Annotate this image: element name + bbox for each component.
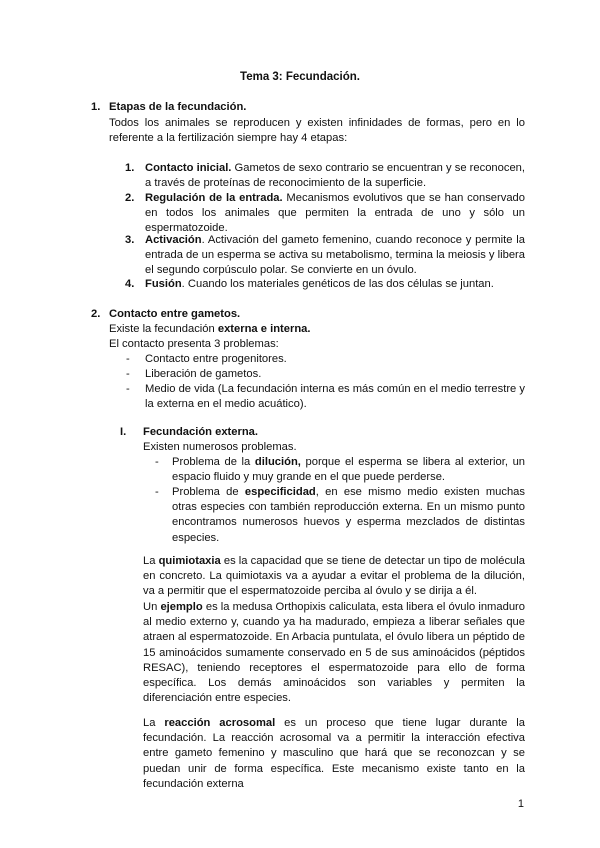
- problem-1: Contacto entre progenitores.: [145, 353, 287, 365]
- paragraph-ejemplo: Un ejemplo es la medusa Orthopixis caliculata, esta libera el óvulo inmaduro al medio externo y, cuando ya ha madurado, empieza a liberar señales que atraen al espermatozoide. En Arbacia puntulata, el óvulo libera un péptido de 15 aminoácidos sumamente conservado en 5 de sus aminoácidos (péptidos RESAC), teniendo receptores el espermatozoide para ello de forma específica. Los demás aminoácidos son variables y permiten la diferenciación entre especies.: [143, 601, 525, 705]
- subsection-I-heading: Fecundación externa.: [143, 426, 259, 438]
- section-2-heading: Contacto entre gametos.: [109, 308, 241, 320]
- stage-4: Fusión. Cuando los materiales genéticos de las dos células se juntan.: [145, 278, 494, 290]
- section-1-intro: Todos los animales se reproducen y existen infinidades de formas, pero en lo referente a la fertilización siempre hay 4 etapas:: [109, 117, 525, 145]
- paragraph-quimiotaxia: La quimiotaxia es la capacidad que se tiene de detectar un tipo de molécula en concreto. La quimiotaxis va a ayudar a evitar el problema de la dilución, va a permitir que el espermatozoide perciba al óvulo y se dirija a él.: [143, 555, 525, 598]
- section-2-line-2: El contacto presenta 3 problemas:: [109, 338, 279, 350]
- section-2-number: 2.: [91, 308, 101, 320]
- problem-dilution: Problema de la dilución, porque el esperma se libera al exterior, un espacio fluido y muy grande en el que puede perderse.: [172, 456, 526, 484]
- bullet-dash: -: [126, 383, 130, 395]
- stage-2: Regulación de la entrada. Mecanismos evolutivos que se han conservado en todos los animales que permiten la entrada de uno y sólo un espermatozoide.: [145, 192, 525, 235]
- section-1-heading: Etapas de la fecundación.: [109, 101, 247, 113]
- stage-1-number: 1.: [125, 162, 135, 174]
- stage-3-number: 3.: [125, 234, 135, 246]
- bullet-dash: -: [126, 368, 130, 380]
- bullet-dash: -: [126, 353, 130, 365]
- page-number: 1: [517, 798, 524, 810]
- problem-2: Liberación de gametos.: [145, 368, 262, 380]
- paragraph-reaccion-acrosomal: La reacción acrosomal es un proceso que tiene lugar durante la fecundación. La reacción acrosomal va a permitir la interacción efectiva entre gameto femenino y masculino que hará que se reconozcan y se puedan unir de forma específica. Este mecanismo existe tanto en la fecundación externa: [143, 717, 525, 790]
- section-1-number: 1.: [91, 101, 101, 113]
- stage-1: Contacto inicial. Gametos de sexo contrario se encuentran y se reconocen, a través de proteínas de reconocimiento de la superficie.: [145, 162, 526, 190]
- section-2-line-1: Existe la fecundación externa e interna.: [109, 323, 311, 335]
- problem-3: Medio de vida (La fecundación interna es más común en el medio terrestre y la externa en el medio acuático).: [145, 383, 525, 411]
- stage-4-number: 4.: [125, 278, 135, 290]
- page-title: Tema 3: Fecundación.: [240, 71, 360, 83]
- stage-2-number: 2.: [125, 192, 135, 204]
- subsection-I-intro: Existen numerosos problemas.: [143, 441, 297, 453]
- bullet-dash: -: [155, 456, 159, 468]
- stage-3: Activación. Activación del gameto femenino, cuando reconoce y permite la entrada de un esperma se activa su metabolismo, termina la meiosis y libera el segundo corpúsculo polar. Se convierte en un óvulo.: [145, 234, 525, 277]
- subsection-I-number: I.: [120, 426, 127, 438]
- problem-specificity: Problema de especificidad, en ese mismo medio existen muchas otras especies con también reproducción externa. En un mismo punto encontramos numerosos huevos y esperma mezclados de distintas especies.: [172, 486, 525, 544]
- bullet-dash: -: [155, 486, 159, 498]
